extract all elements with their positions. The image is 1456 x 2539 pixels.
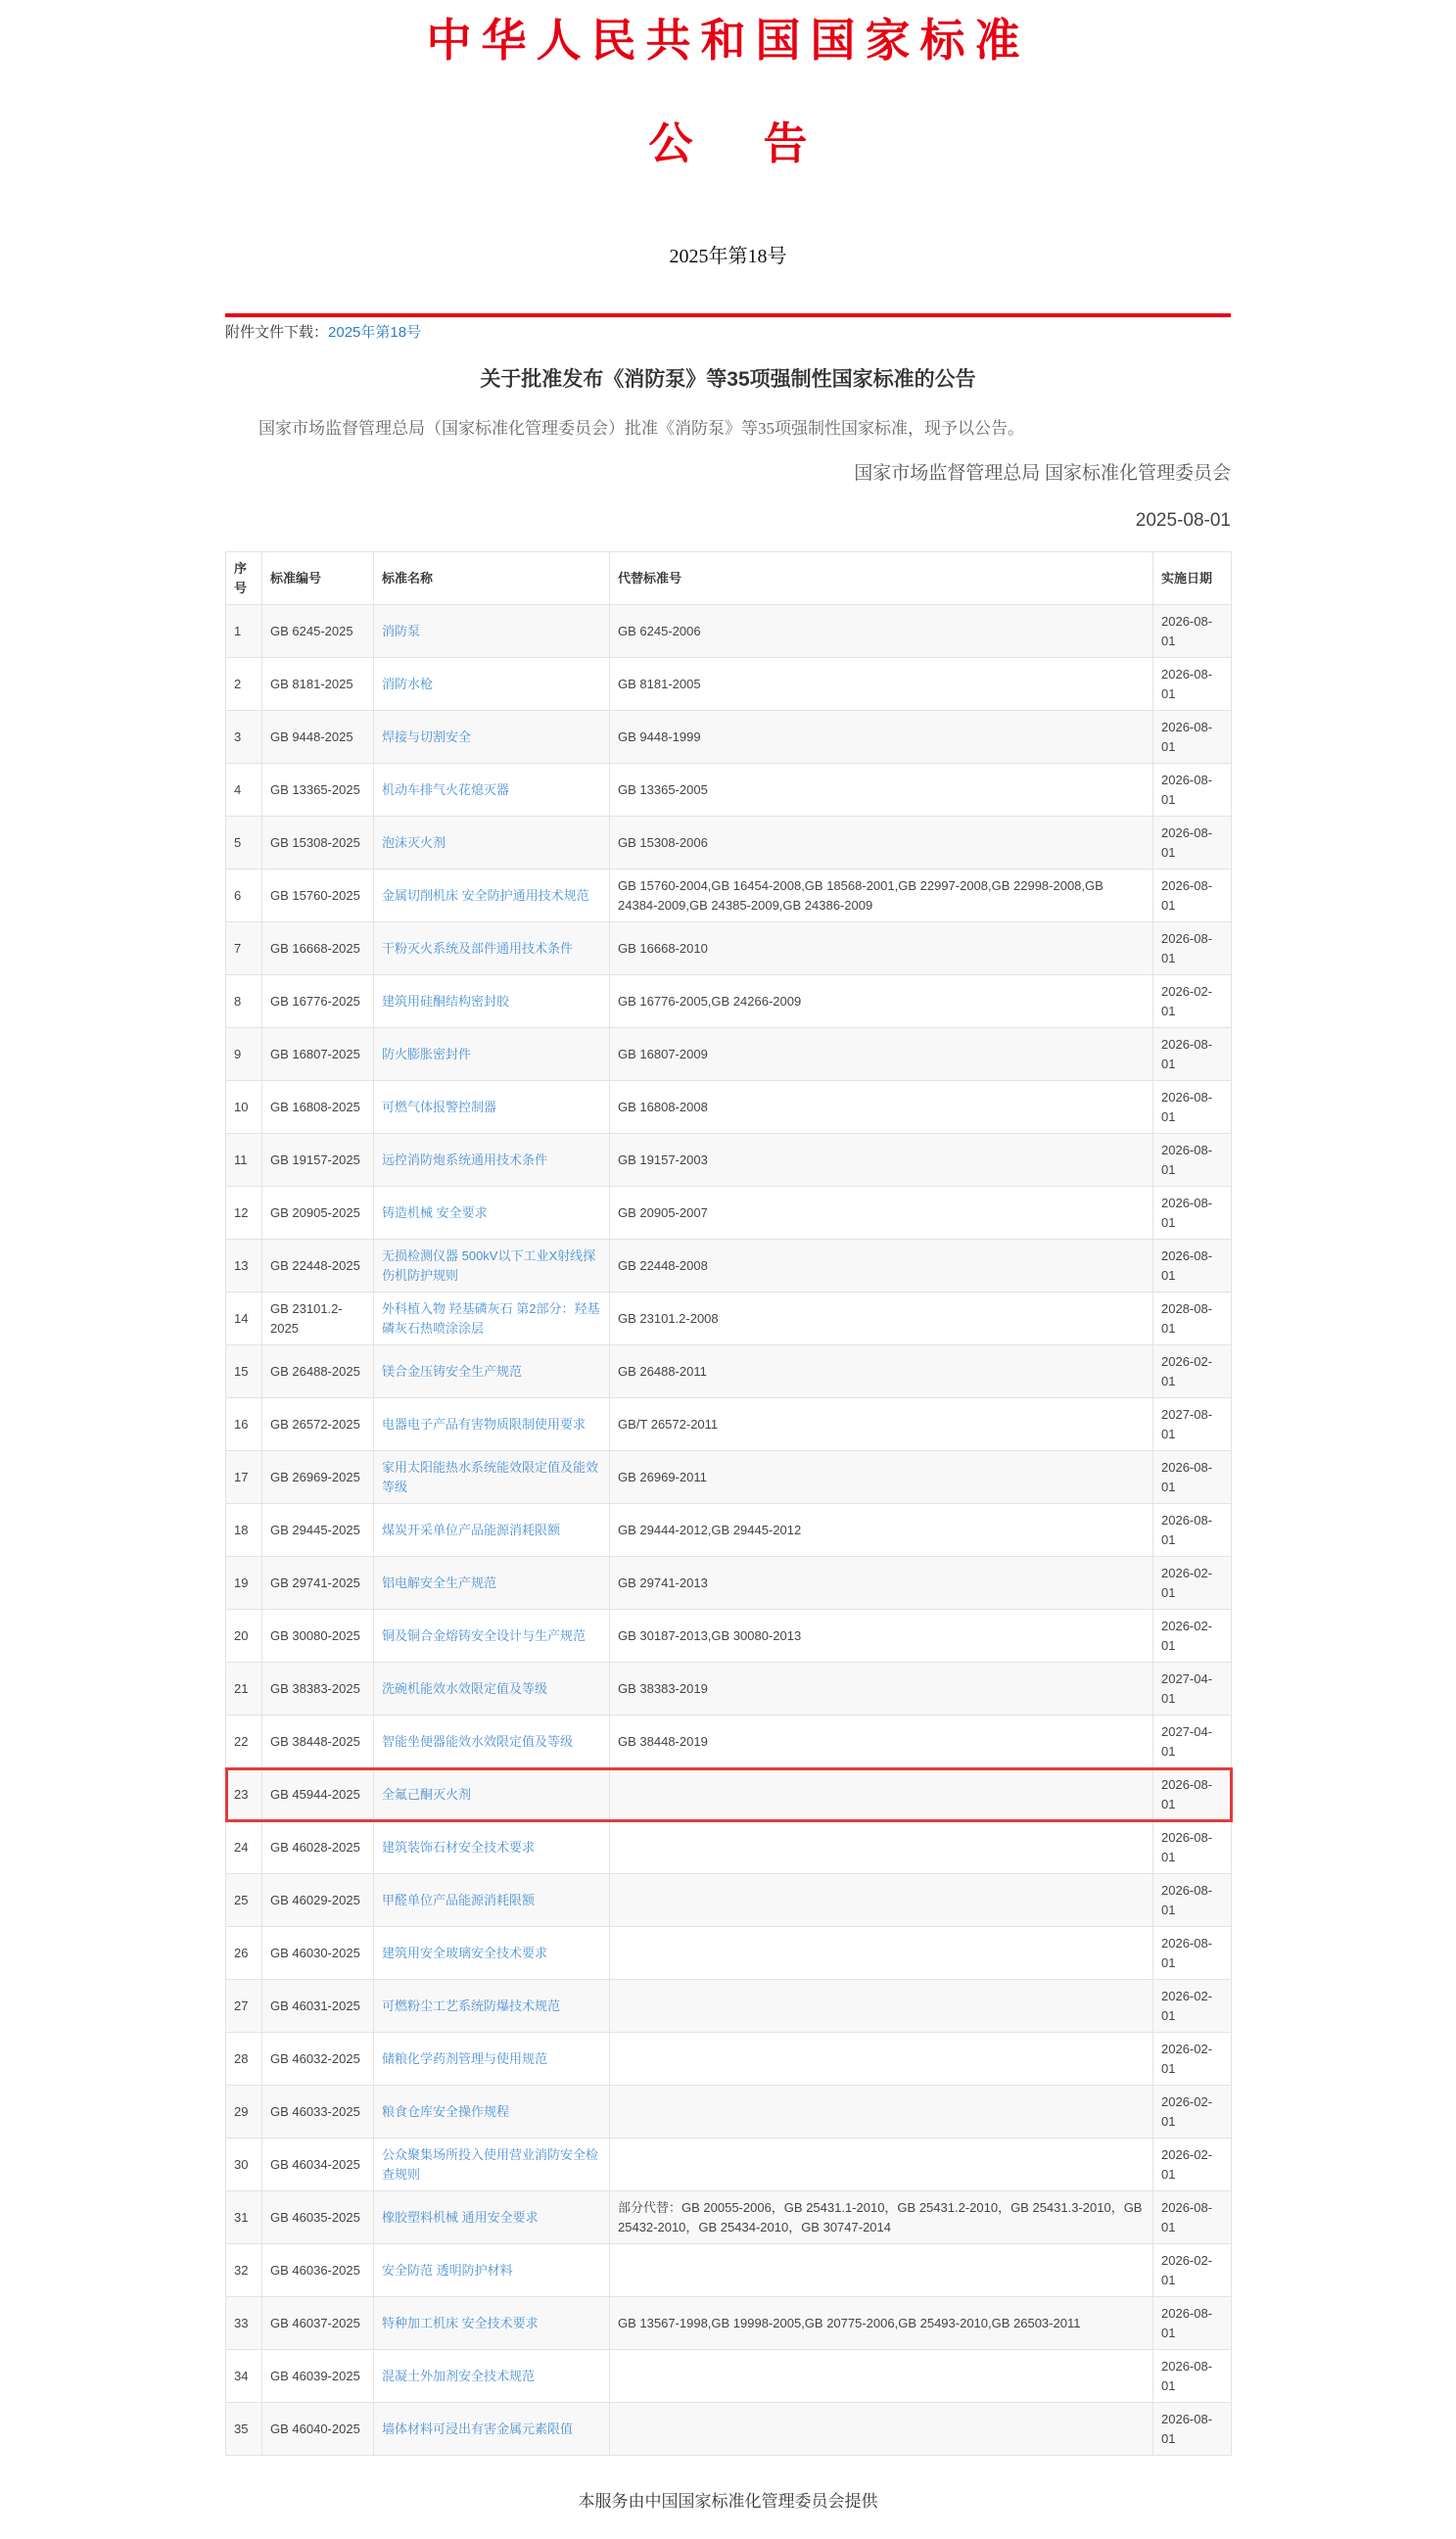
cell-implementation-date: 2026-08-01	[1153, 817, 1232, 870]
cell-implementation-date: 2026-08-01	[1153, 1821, 1232, 1874]
cell-standard-name	[374, 2244, 610, 2297]
cell-replaced-standards: GB 13365-2005	[610, 764, 1153, 817]
attachment-download-row	[225, 322, 1231, 344]
cell-standard-code: GB 8181-2025	[262, 658, 374, 711]
notice-date: 2025-08-01	[1135, 510, 1231, 532]
cell-standard-name	[374, 2033, 610, 2086]
cell-replaced-standards: GB 23101.2-2008	[610, 1293, 1153, 1345]
cell-standard-code: GB 46031-2025	[262, 1980, 374, 2033]
col-header-replaced-standards: 代替标准号	[610, 552, 1153, 605]
cell-replaced-standards: GB 19157-2003	[610, 1134, 1153, 1187]
cell-replaced-standards	[610, 2086, 1153, 2139]
cell-implementation-date: 2026-02-01	[1153, 2244, 1232, 2297]
cell-replaced-standards: GB 16807-2009	[610, 1028, 1153, 1081]
cell-standard-name	[374, 1240, 610, 1293]
cell-index: 22	[226, 1716, 262, 1768]
cell-implementation-date: 2028-08-01	[1153, 1293, 1232, 1345]
cell-standard-name	[374, 1187, 610, 1240]
cell-implementation-date: 2026-02-01	[1153, 1980, 1232, 2033]
cell-standard-name	[374, 711, 610, 764]
standard-name-link[interactable]: 镁合金压铸安全生产规范	[382, 1363, 523, 1379]
cell-standard-code: GB 26572-2025	[262, 1398, 374, 1451]
announcement-title	[225, 120, 1231, 169]
cell-standard-code: GB 26488-2025	[262, 1345, 374, 1398]
standard-name-link[interactable]: 特种加工机床 安全技术要求	[382, 2315, 539, 2330]
cell-index: 16	[226, 1398, 262, 1451]
table-row	[226, 1451, 1232, 1504]
page-content	[225, 0, 1231, 2539]
table-row	[226, 1557, 1232, 1610]
standard-name-link[interactable]: 防火膨胀密封件	[382, 1046, 472, 1061]
cell-standard-code: GB 46040-2025	[262, 2403, 374, 2456]
announcement-char-1: 公	[648, 119, 693, 169]
cell-replaced-standards: 部分代替：GB 20055-2006，GB 25431.1-2010，GB 25431.2-2010，GB 25431.3-2010，GB 25432-2010，GB 25434-2010，GB 30747-2014	[610, 2191, 1153, 2244]
issue-number: 2025年第18号	[669, 245, 787, 267]
cell-implementation-date: 2026-02-01	[1153, 1610, 1232, 1663]
cell-index: 11	[226, 1134, 262, 1187]
table-row	[226, 922, 1232, 975]
cell-standard-name	[374, 1293, 610, 1345]
cell-index: 14	[226, 1293, 262, 1345]
table-row	[226, 1663, 1232, 1716]
standard-name-link[interactable]: 建筑用硅酮结构密封胶	[382, 993, 510, 1009]
cell-implementation-date: 2026-08-01	[1153, 1927, 1232, 1980]
cell-implementation-date: 2026-08-01	[1153, 711, 1232, 764]
cell-replaced-standards: GB 26969-2011	[610, 1451, 1153, 1504]
standard-name-link[interactable]: 全氟己酮灭火剂	[382, 1786, 472, 1802]
cell-index: 10	[226, 1081, 262, 1134]
cell-standard-name	[374, 922, 610, 975]
cell-standard-code: GB 15760-2025	[262, 870, 374, 922]
cell-standard-name	[374, 1028, 610, 1081]
table-row	[226, 711, 1232, 764]
table-row	[226, 605, 1232, 658]
cell-index: 3	[226, 711, 262, 764]
standard-name-link[interactable]: 泡沫灭火剂	[382, 834, 446, 850]
cell-replaced-standards: GB 26488-2011	[610, 1345, 1153, 1398]
cell-standard-code: GB 46036-2025	[262, 2244, 374, 2297]
cell-index: 15	[226, 1345, 262, 1398]
table-row	[226, 1927, 1232, 1980]
table-row	[226, 1716, 1232, 1768]
cell-standard-name	[374, 658, 610, 711]
table-row	[226, 1768, 1232, 1821]
col-header-standard-name: 标准名称	[374, 552, 610, 605]
cell-implementation-date: 2026-08-01	[1153, 764, 1232, 817]
cell-replaced-standards: GB 9448-1999	[610, 711, 1153, 764]
cell-standard-name	[374, 605, 610, 658]
attachment-download-link[interactable]: 2025年第18号	[328, 323, 422, 341]
cell-standard-name	[374, 2191, 610, 2244]
cell-replaced-standards: GB 22448-2008	[610, 1240, 1153, 1293]
standard-name-link[interactable]: 机动车排气火花熄灭器	[382, 781, 510, 797]
cell-standard-name	[374, 1134, 610, 1187]
cell-standard-code: GB 13365-2025	[262, 764, 374, 817]
cell-implementation-date: 2026-02-01	[1153, 2033, 1232, 2086]
service-footer: 本服务由中国国家标准化管理委员会提供	[578, 2492, 878, 2512]
standards-table-body	[226, 605, 1232, 2456]
cell-replaced-standards	[610, 1980, 1153, 2033]
cell-index: 12	[226, 1187, 262, 1240]
standard-name-link[interactable]: 橡胶塑料机械 通用安全要求	[382, 2209, 539, 2225]
cell-standard-code: GB 45944-2025	[262, 1768, 374, 1821]
cell-standard-name	[374, 2403, 610, 2456]
cell-implementation-date: 2026-08-01	[1153, 922, 1232, 975]
cell-standard-code: GB 16776-2025	[262, 975, 374, 1028]
cell-standard-name	[374, 1716, 610, 1768]
standard-name-link[interactable]: 铸造机械 安全要求	[382, 1204, 488, 1220]
standard-name-link[interactable]: 智能坐便器能效水效限定值及等级	[382, 1733, 574, 1749]
cell-standard-name	[374, 764, 610, 817]
cell-implementation-date: 2026-08-01	[1153, 1768, 1232, 1821]
standard-name-link[interactable]: 无损检测仪器 500kV以下工业X射线探伤机防护规则	[382, 1248, 596, 1283]
table-row	[226, 2403, 1232, 2456]
standard-name-link[interactable]: 铝电解安全生产规范	[382, 1575, 497, 1590]
cell-standard-code: GB 19157-2025	[262, 1134, 374, 1187]
cell-standard-name	[374, 2350, 610, 2403]
table-row	[226, 1293, 1232, 1345]
cell-implementation-date: 2026-08-01	[1153, 870, 1232, 922]
cell-replaced-standards	[610, 1874, 1153, 1927]
cell-standard-name	[374, 1081, 610, 1134]
table-row	[226, 2139, 1232, 2191]
cell-replaced-standards	[610, 2139, 1153, 2191]
standards-table	[225, 551, 1232, 2456]
cell-standard-code: GB 46033-2025	[262, 2086, 374, 2139]
cell-implementation-date: 2026-08-01	[1153, 1451, 1232, 1504]
table-row	[226, 1504, 1232, 1557]
cell-standard-code: GB 15308-2025	[262, 817, 374, 870]
cell-replaced-standards: GB 38448-2019	[610, 1716, 1153, 1768]
table-row	[226, 2191, 1232, 2244]
cell-replaced-standards	[610, 1927, 1153, 1980]
cell-replaced-standards	[610, 1768, 1153, 1821]
table-row	[226, 658, 1232, 711]
standard-name-link[interactable]: 可燃粉尘工艺系统防爆技术规范	[382, 1998, 561, 2013]
table-row	[226, 1134, 1232, 1187]
cell-index: 31	[226, 2191, 262, 2244]
cell-replaced-standards: GB 13567-1998,GB 19998-2005,GB 20775-2006,GB 25493-2010,GB 26503-2011	[610, 2297, 1153, 2350]
table-row	[226, 1345, 1232, 1398]
standard-name-link[interactable]: 储粮化学药剂管理与使用规范	[382, 2050, 548, 2066]
cell-standard-name	[374, 1504, 610, 1557]
cell-standard-name	[374, 1451, 610, 1504]
cell-index: 34	[226, 2350, 262, 2403]
cell-standard-name	[374, 1980, 610, 2033]
standard-name-link[interactable]: 墙体材料可浸出有害金属元素限值	[382, 2421, 574, 2436]
cell-index: 1	[226, 605, 262, 658]
cell-replaced-standards: GB 20905-2007	[610, 1187, 1153, 1240]
cell-standard-code: GB 46037-2025	[262, 2297, 374, 2350]
standard-name-link[interactable]: 安全防范 透明防护材料	[382, 2262, 513, 2278]
col-header-implementation-date: 实施日期	[1153, 552, 1232, 605]
standard-name-link[interactable]: 建筑装饰石材安全技术要求	[382, 1839, 536, 1855]
cell-index: 13	[226, 1240, 262, 1293]
cell-implementation-date: 2026-02-01	[1153, 975, 1232, 1028]
cell-standard-name	[374, 2139, 610, 2191]
cell-index: 8	[226, 975, 262, 1028]
cell-standard-code: GB 29741-2025	[262, 1557, 374, 1610]
cell-standard-code: GB 38383-2025	[262, 1663, 374, 1716]
cell-replaced-standards: GB 16808-2008	[610, 1081, 1153, 1134]
table-row	[226, 2244, 1232, 2297]
cell-index: 18	[226, 1504, 262, 1557]
table-row	[226, 2297, 1232, 2350]
cell-index: 23	[226, 1768, 262, 1821]
table-row	[226, 1980, 1232, 2033]
cell-replaced-standards: GB 15308-2006	[610, 817, 1153, 870]
cell-implementation-date: 2026-08-01	[1153, 1134, 1232, 1187]
cell-index: 24	[226, 1821, 262, 1874]
cell-index: 29	[226, 2086, 262, 2139]
table-row	[226, 2033, 1232, 2086]
cell-replaced-standards: GB 16668-2010	[610, 922, 1153, 975]
standard-name-link[interactable]: 煤炭开采单位产品能源消耗限额	[382, 1522, 561, 1537]
standard-name-link[interactable]: 洗碗机能效水效限定值及等级	[382, 1680, 548, 1696]
cell-standard-name	[374, 1398, 610, 1451]
cell-index: 5	[226, 817, 262, 870]
cell-standard-name	[374, 1927, 610, 1980]
attachment-label: 附件文件下载：	[225, 323, 329, 341]
cell-index: 32	[226, 2244, 262, 2297]
table-row	[226, 2350, 1232, 2403]
table-header-row	[226, 552, 1232, 605]
cell-standard-code: GB 46034-2025	[262, 2139, 374, 2191]
standard-name-link[interactable]: 公众聚集场所投入使用营业消防安全检查规则	[382, 2147, 599, 2182]
cell-implementation-date: 2027-04-01	[1153, 1663, 1232, 1716]
notice-heading: 关于批准发布《消防泵》等35项强制性国家标准的公告	[480, 367, 976, 391]
table-row	[226, 764, 1232, 817]
notice-issuer: 国家市场监督管理总局 国家标准化管理委员会	[854, 463, 1231, 485]
standard-name-link[interactable]: 外科植入物 羟基磷灰石 第2部分：羟基磷灰石热喷涂涂层	[382, 1301, 600, 1336]
cell-index: 35	[226, 2403, 262, 2456]
cell-standard-code: GB 38448-2025	[262, 1716, 374, 1768]
table-row	[226, 1398, 1232, 1451]
cell-implementation-date: 2026-02-01	[1153, 1345, 1232, 1398]
cell-standard-name	[374, 1768, 610, 1821]
table-row	[226, 1081, 1232, 1134]
standard-name-link[interactable]: 消防水枪	[382, 676, 434, 691]
table-row	[226, 870, 1232, 922]
cell-replaced-standards: GB 38383-2019	[610, 1663, 1153, 1716]
standard-name-link[interactable]: 粮食仓库安全操作规程	[382, 2103, 510, 2119]
table-row	[226, 817, 1232, 870]
red-divider	[225, 313, 1231, 317]
cell-index: 4	[226, 764, 262, 817]
table-row	[226, 2086, 1232, 2139]
cell-replaced-standards: GB 15760-2004,GB 16454-2008,GB 18568-2001,GB 22997-2008,GB 22998-2008,GB 24384-2009,GB 24385-2009,GB 24386-2009	[610, 870, 1153, 922]
cell-implementation-date: 2026-08-01	[1153, 1081, 1232, 1134]
cell-index: 28	[226, 2033, 262, 2086]
cell-standard-code: GB 6245-2025	[262, 605, 374, 658]
cell-standard-code: GB 16668-2025	[262, 922, 374, 975]
cell-standard-code: GB 46028-2025	[262, 1821, 374, 1874]
standard-name-link[interactable]: 建筑用安全玻璃安全技术要求	[382, 1945, 548, 1960]
cell-index: 9	[226, 1028, 262, 1081]
cell-implementation-date: 2026-08-01	[1153, 2297, 1232, 2350]
cell-standard-name	[374, 1874, 610, 1927]
cell-standard-name	[374, 1663, 610, 1716]
cell-standard-code: GB 9448-2025	[262, 711, 374, 764]
cell-standard-code: GB 23101.2-2025	[262, 1293, 374, 1345]
standard-name-link[interactable]: 铜及铜合金熔铸安全设计与生产规范	[382, 1627, 587, 1643]
cell-standard-code: GB 46035-2025	[262, 2191, 374, 2244]
cell-standard-code: GB 29445-2025	[262, 1504, 374, 1557]
cell-index: 25	[226, 1874, 262, 1927]
cell-standard-code: GB 46039-2025	[262, 2350, 374, 2403]
standard-name-link[interactable]: 干粉灭火系统及部件通用技术条件	[382, 940, 574, 956]
cell-standard-name	[374, 1557, 610, 1610]
table-row	[226, 1187, 1232, 1240]
cell-replaced-standards: GB 29444-2012,GB 29445-2012	[610, 1504, 1153, 1557]
table-row	[226, 975, 1232, 1028]
cell-standard-code: GB 30080-2025	[262, 1610, 374, 1663]
cell-standard-name	[374, 2297, 610, 2350]
cell-replaced-standards	[610, 2403, 1153, 2456]
cell-index: 21	[226, 1663, 262, 1716]
cell-implementation-date: 2026-08-01	[1153, 1240, 1232, 1293]
cell-implementation-date: 2027-04-01	[1153, 1716, 1232, 1768]
table-row	[226, 1821, 1232, 1874]
standard-name-link[interactable]: 远控消防炮系统通用技术条件	[382, 1152, 548, 1167]
cell-implementation-date: 2026-08-01	[1153, 1028, 1232, 1081]
cell-implementation-date: 2026-08-01	[1153, 1874, 1232, 1927]
cell-standard-name	[374, 2086, 610, 2139]
cell-replaced-standards	[610, 1821, 1153, 1874]
standard-name-link[interactable]: 可燃气体报警控制器	[382, 1099, 497, 1114]
cell-standard-code: GB 46030-2025	[262, 1927, 374, 1980]
cell-index: 19	[226, 1557, 262, 1610]
cell-replaced-standards	[610, 2350, 1153, 2403]
cell-standard-name	[374, 817, 610, 870]
cell-implementation-date: 2026-08-01	[1153, 1187, 1232, 1240]
cell-replaced-standards	[610, 2033, 1153, 2086]
table-row	[226, 1028, 1232, 1081]
cell-implementation-date: 2026-02-01	[1153, 2086, 1232, 2139]
standard-name-link[interactable]: 焊接与切割安全	[382, 729, 472, 744]
cell-standard-code: GB 22448-2025	[262, 1240, 374, 1293]
cell-implementation-date: 2027-08-01	[1153, 1398, 1232, 1451]
cell-replaced-standards: GB/T 26572-2011	[610, 1398, 1153, 1451]
document-main-title: 中华人民共和国国家标准	[426, 16, 1030, 66]
cell-implementation-date: 2026-08-01	[1153, 2191, 1232, 2244]
cell-index: 26	[226, 1927, 262, 1980]
cell-implementation-date: 2026-08-01	[1153, 2403, 1232, 2456]
cell-standard-code: GB 16808-2025	[262, 1081, 374, 1134]
cell-standard-code: GB 46032-2025	[262, 2033, 374, 2086]
cell-standard-name	[374, 1821, 610, 1874]
standard-name-link[interactable]: 消防泵	[382, 623, 421, 638]
cell-replaced-standards: GB 29741-2013	[610, 1557, 1153, 1610]
cell-standard-name	[374, 975, 610, 1028]
cell-standard-name	[374, 870, 610, 922]
table-row	[226, 1240, 1232, 1293]
cell-index: 30	[226, 2139, 262, 2191]
announcement-char-2: 告	[763, 119, 808, 169]
cell-implementation-date: 2026-08-01	[1153, 2350, 1232, 2403]
cell-index: 2	[226, 658, 262, 711]
cell-standard-name	[374, 1610, 610, 1663]
cell-index: 27	[226, 1980, 262, 2033]
cell-replaced-standards	[610, 2244, 1153, 2297]
cell-index: 20	[226, 1610, 262, 1663]
cell-replaced-standards: GB 30187-2013,GB 30080-2013	[610, 1610, 1153, 1663]
table-row	[226, 1874, 1232, 1927]
cell-replaced-standards: GB 6245-2006	[610, 605, 1153, 658]
cell-implementation-date: 2026-08-01	[1153, 658, 1232, 711]
standard-name-link[interactable]: 甲醛单位产品能源消耗限额	[382, 1892, 536, 1907]
notice-body-paragraph: 国家市场监督管理总局（国家标准化管理委员会）批准《消防泵》等35项强制性国家标准，现予以公告。	[258, 418, 1024, 438]
cell-implementation-date: 2026-08-01	[1153, 605, 1232, 658]
standard-name-link[interactable]: 金属切削机床 安全防护通用技术规范	[382, 887, 589, 903]
col-header-standard-code: 标准编号	[262, 552, 374, 605]
cell-standard-name	[374, 1345, 610, 1398]
cell-index: 7	[226, 922, 262, 975]
standard-name-link[interactable]: 混凝土外加剂安全技术规范	[382, 2368, 536, 2383]
cell-index: 6	[226, 870, 262, 922]
cell-standard-code: GB 16807-2025	[262, 1028, 374, 1081]
cell-implementation-date: 2026-02-01	[1153, 2139, 1232, 2191]
cell-standard-code: GB 46029-2025	[262, 1874, 374, 1927]
cell-index: 33	[226, 2297, 262, 2350]
standard-name-link[interactable]: 家用太阳能热水系统能效限定值及能效等级	[382, 1460, 599, 1494]
cell-implementation-date: 2026-02-01	[1153, 1557, 1232, 1610]
cell-replaced-standards: GB 8181-2005	[610, 658, 1153, 711]
cell-standard-code: GB 26969-2025	[262, 1451, 374, 1504]
col-header-index: 序号	[226, 552, 262, 605]
standard-name-link[interactable]: 电器电子产品有害物质限制使用要求	[382, 1416, 587, 1432]
cell-implementation-date: 2026-08-01	[1153, 1504, 1232, 1557]
table-row	[226, 1610, 1232, 1663]
cell-replaced-standards: GB 16776-2005,GB 24266-2009	[610, 975, 1153, 1028]
cell-index: 17	[226, 1451, 262, 1504]
cell-standard-code: GB 20905-2025	[262, 1187, 374, 1240]
